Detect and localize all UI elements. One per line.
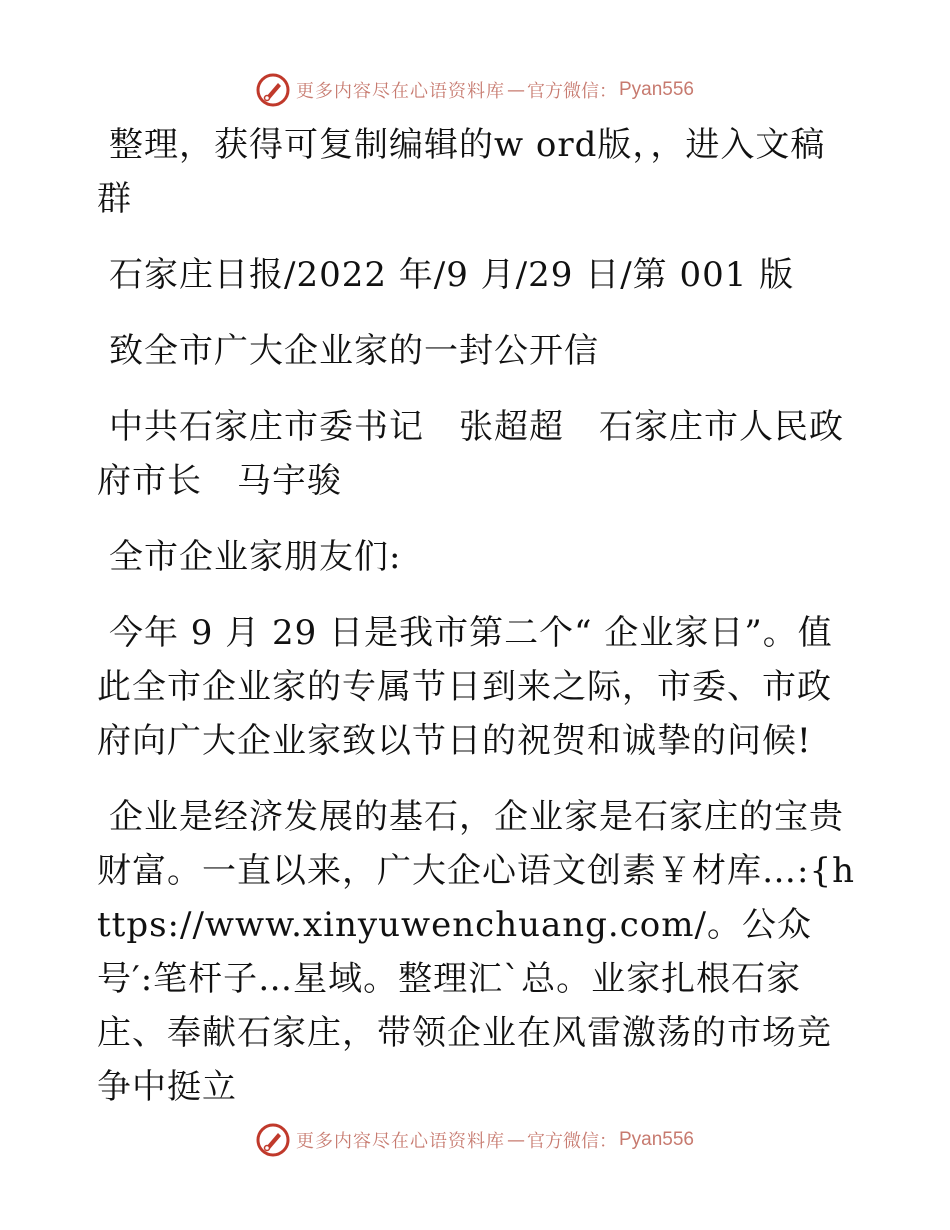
watermark-separator: — [506,1129,525,1151]
paragraph-source: 石家庄日报/2022 年/9 月/29 日/第 001 版 [109,255,795,295]
paragraph-intro: 整理，获得可复制编辑的w ord版，，进入文稿群 [97,125,826,219]
watermark-id: Pyan556 [618,1129,694,1150]
paragraph-body-2: 企业是经济发展的基石，企业家是石家庄的宝贵财富。一直以来，广大企心语文创素￥材库…:{https://www.xinyuwenchuang.com/。公众号′:笔杆子…星域。整理汇`总。业家扎根石家庄、奉献石家庄，带领企业在风雷激荡的市场竞争中挺立 [97,797,855,1107]
watermark-header [0,72,950,108]
watermark-text: 更多内容尽在心语资料库 [295,81,505,102]
watermark-separator: — [506,79,525,101]
watermark-footer [0,1122,950,1158]
watermark-label: 官方微信： [526,81,617,102]
document-body [97,118,857,1114]
paragraph-salutation: 全市企业家朋友们: [109,537,402,577]
paragraph-body-1: 今年 9 月 29 日是我市第二个“ 企业家日”。值此全市企业家的专属节日到来之际，市委、市政府向广大企业家致以节日的祝贺和诚挚的问候! [97,613,833,761]
watermark-id: Pyan556 [618,79,694,100]
pen-logo-icon [256,73,290,107]
watermark-text: 更多内容尽在心语资料库 [295,1131,505,1152]
pen-logo-icon [256,1123,290,1157]
document-title: 致全市广大企业家的一封公开信 [109,331,599,371]
watermark-label: 官方微信： [526,1131,617,1152]
paragraph-authors: 中共石家庄市委书记 张超超 石家庄市人民政府市长 马宇骏 [97,407,844,501]
